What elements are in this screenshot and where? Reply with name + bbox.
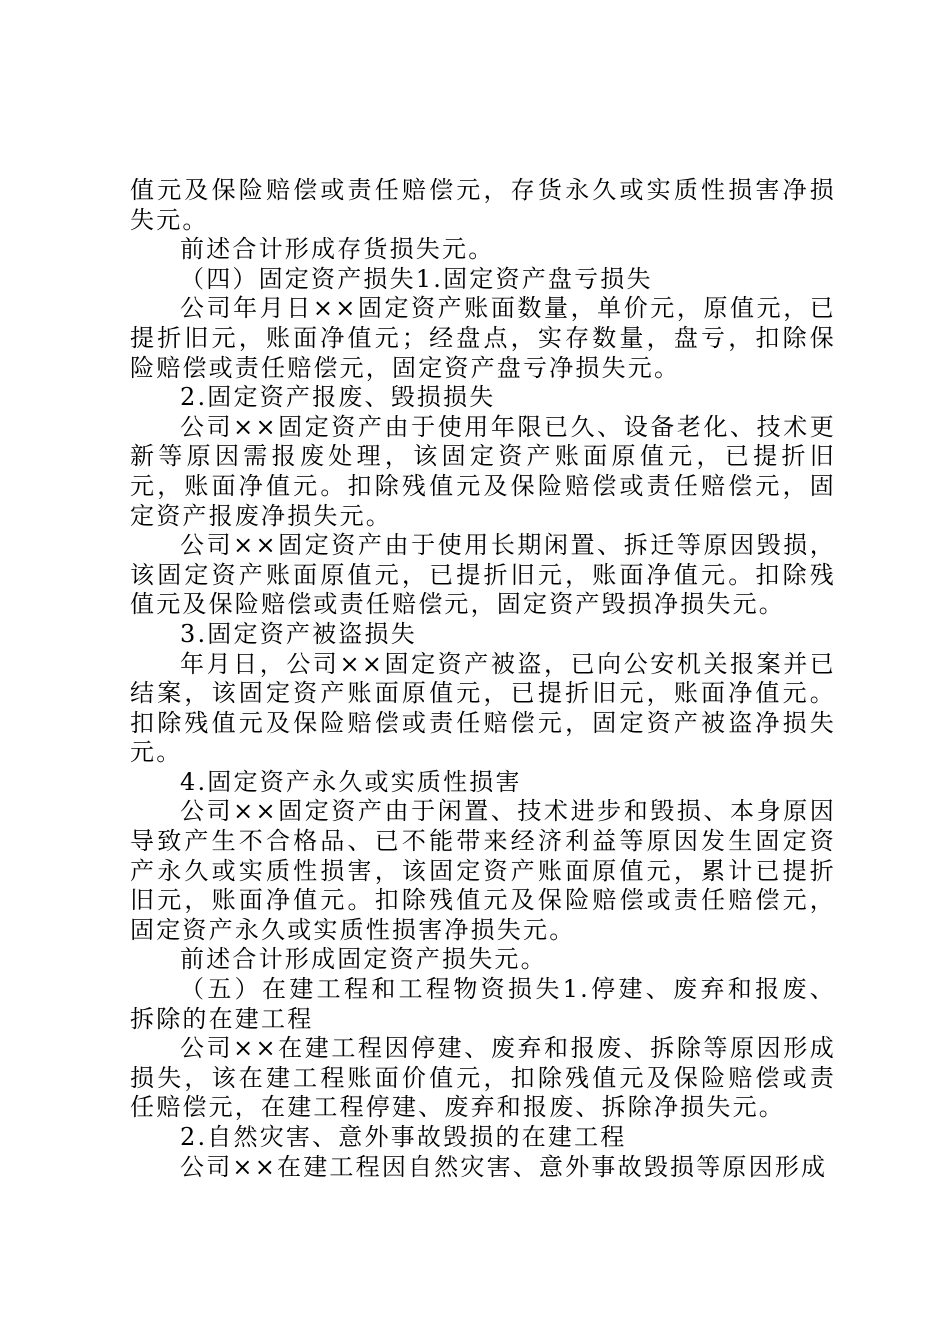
subsection-heading: 2.自然灾害、意外事故毁损的在建工程 bbox=[180, 1123, 627, 1151]
paragraph: 公司年月日××固定资产账面数量，单价元，原值元，已提折旧元，账面净值元；经盘点，实存数量，盘亏，扣除保险赔偿或责任赔偿元，固定资产盘亏净损失元。 bbox=[130, 294, 836, 382]
section-heading: （五）在建工程和工程物资损失1.停建、废弃和报废、拆除的在建工程 bbox=[130, 975, 836, 1033]
document-body bbox=[130, 176, 836, 1182]
paragraph: 前述合计形成存货损失元。 bbox=[180, 235, 495, 264]
paragraph: 公司××固定资产由于闲置、技术进步和毁损、本身原因导致产生不合格品、已不能带来经济利益等原因发生固定资产永久或实质性损害，该固定资产账面原值元，累计已提折旧元，账面净值元。扣除残值元及保险赔偿或责任赔偿元，固定资产永久或实质性损害净损失元。 bbox=[130, 797, 836, 944]
paragraph: 前述合计形成固定资产损失元。 bbox=[180, 945, 547, 974]
paragraph: 公司××固定资产由于使用年限已久、设备老化、技术更新等原因需报废处理，该固定资产账面原值元，已提折旧元，账面净值元。扣除残值元及保险赔偿或责任赔偿元，固定资产报废净损失元。 bbox=[130, 412, 836, 530]
subsection-heading: 3.固定资产被盗损失 bbox=[180, 619, 417, 648]
paragraph: 公司××在建工程因自然灾害、意外事故毁损等原因形成 bbox=[180, 1152, 828, 1181]
subsection-heading: 4.固定资产永久或实质性损害 bbox=[180, 767, 522, 796]
paragraph: 公司××在建工程因停建、废弃和报废、拆除等原因形成损失，该在建工程账面价值元，扣除残值元及保险赔偿或责任赔偿元，在建工程停建、废弃和报废、拆除净损失元。 bbox=[130, 1034, 836, 1122]
paragraph: 公司××固定资产由于使用长期闲置、拆迁等原因毁损，该固定资产账面原值元，已提折旧元，账面净值元。扣除残值元及保险赔偿或责任赔偿元，固定资产毁损净损失元。 bbox=[130, 531, 836, 619]
section-heading: （四）固定资产损失1.固定资产盘亏损失 bbox=[180, 264, 653, 293]
subsection-heading: 2.固定资产报废、毁损损失 bbox=[180, 383, 496, 412]
paragraph: 值元及保险赔偿或责任赔偿元，存货永久或实质性损害净损失元。 bbox=[130, 176, 836, 234]
paragraph: 年月日，公司××固定资产被盗，已向公安机关报案并已结案，该固定资产账面原值元，已提折旧元，账面净值元。扣除残值元及保险赔偿或责任赔偿元，固定资产被盗净损失元。 bbox=[130, 649, 836, 767]
